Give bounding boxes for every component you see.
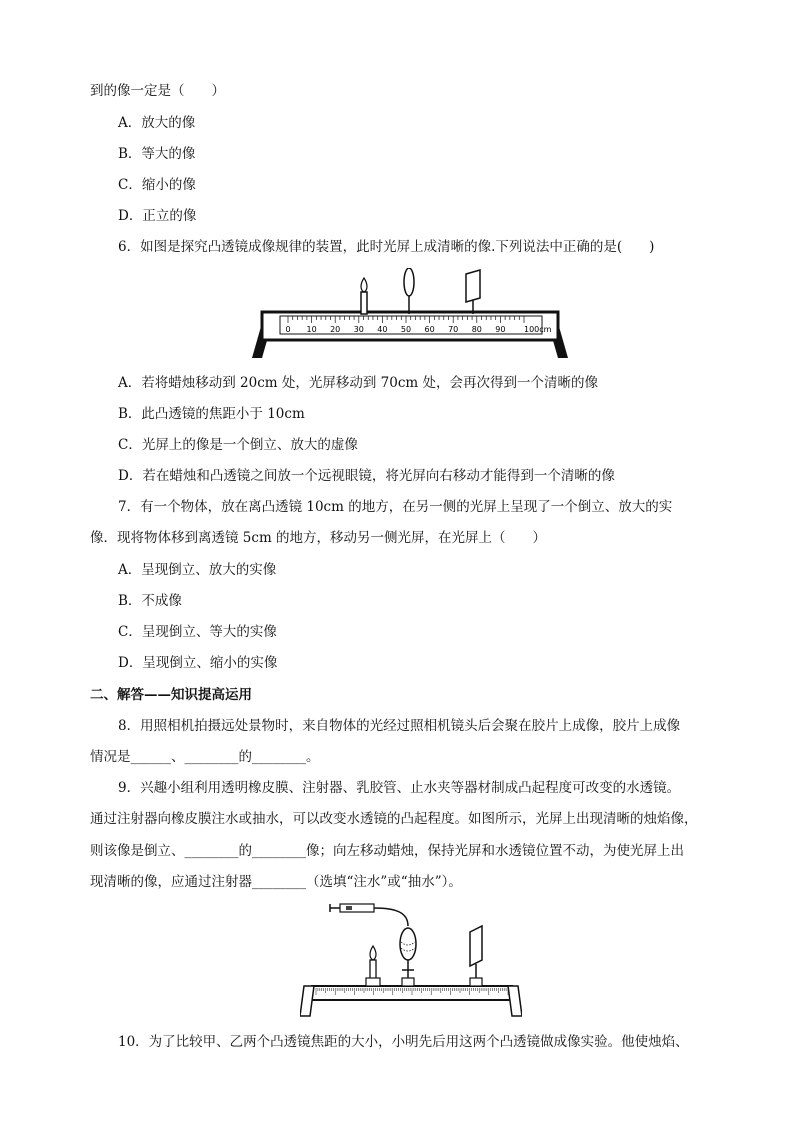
question-10-stem: 10．为了比较甲、乙两个凸透镜焦距的大小，小明先后用这两个凸透镜做成像实验。他使烛焰、 xyxy=(118,1034,689,1050)
question-9-stem-line2: 通过注射器向橡皮膜注水或抽水，可以改变水透镜的凸起程度。如图所示，光屏上出现清晰的烛焰像， xyxy=(90,811,698,827)
question-9-stem-line3: 则该像是倒立、________的________像；向左移动蜡烛，保持光屏和水透镜位置不动，为使光屏上出 xyxy=(90,843,684,859)
candle xyxy=(361,278,367,314)
candle-2 xyxy=(366,946,380,986)
question-7-stem-line2: 像．现将物体移到离透镜 5cm 的地方，移动另一侧光屏，在光屏上（ ） xyxy=(90,530,547,546)
question-7-stem-line1: 7．有一个物体，放在离凸透镜 10cm 的地方，在另一侧的光屏上呈现了一个倒立、放大的实 xyxy=(118,499,673,515)
section-heading: 二、解答——知识提高运用 xyxy=(90,687,252,703)
q5-option-d: D．正立的像 xyxy=(118,208,197,224)
question-8-stem-line2: 情况是______、________的________。 xyxy=(90,749,320,765)
q5-option-c: C．缩小的像 xyxy=(118,177,196,193)
ruler-label: 50 xyxy=(400,325,412,334)
question-6-stem: 6．如图是探究凸透镜成像规律的装置，此时光屏上成清晰的像.下列说法中正确的是( ) xyxy=(118,239,655,255)
ruler-label: 10 xyxy=(306,325,317,334)
q6-option-d: D．若在蜡烛和凸透镜之间放一个远视眼镜，将光屏向右移动才能得到一个清晰的像 xyxy=(118,468,615,484)
bench-right-leg-2 xyxy=(508,986,522,1016)
q5-option-a: A．放大的像 xyxy=(118,115,196,131)
ruler-label: 60 xyxy=(424,325,435,334)
question-8-stem-line1: 8．用照相机拍摄远处景物时，来自物体的光经过照相机镜头后会聚在胶片上成像，胶片上成像 xyxy=(118,718,681,734)
q6-option-b: B．此凸透镜的焦距小于 10cm xyxy=(118,406,305,422)
q6-option-a: A．若将蜡烛移动到 20cm 处，光屏移动到 70cm 处，会再次得到一个清晰的像 xyxy=(118,375,598,391)
question-5-stem-end: 到的像一定是（ ） xyxy=(90,83,225,99)
ruler-label: 70 xyxy=(448,325,459,334)
ruler-label: 30 xyxy=(353,325,364,334)
bench-left-leg-2 xyxy=(300,986,314,1016)
q5-option-b: B．等大的像 xyxy=(118,146,196,162)
syringe xyxy=(330,904,408,926)
ruler-label: 40 xyxy=(377,325,388,334)
water-lens xyxy=(400,928,416,986)
ruler-label: 100cm xyxy=(524,325,552,334)
ruler-label: 90 xyxy=(495,325,506,334)
question-9-stem-line4: 现清晰的像，应通过注射器________（选填“注水”或“抽水”）。 xyxy=(90,874,462,890)
ruler-label: 0 xyxy=(285,325,291,334)
optical-bench-figure-1 xyxy=(250,268,570,360)
q7-option-c: C．呈现倒立、等大的实像 xyxy=(118,624,277,640)
ruler-label: 80 xyxy=(471,325,482,334)
light-screen xyxy=(466,270,480,314)
q7-option-b: B．不成像 xyxy=(118,593,182,609)
q7-option-d: D．呈现倒立、缩小的实像 xyxy=(118,655,278,671)
question-9-stem-line1: 9．兴趣小组利用透明橡皮膜、注射器、乳胶管、止水夹等器材制成凸起程度可改变的水透镜。 xyxy=(118,780,681,796)
water-lens-figure-2 xyxy=(300,898,522,1020)
light-screen-2 xyxy=(470,926,482,986)
ruler-label: 20 xyxy=(330,325,341,334)
q6-option-c: C．光屏上的像是一个倒立、放大的虚像 xyxy=(118,437,358,453)
convex-lens xyxy=(404,268,414,314)
q7-option-a: A．呈现倒立、放大的实像 xyxy=(118,562,277,578)
